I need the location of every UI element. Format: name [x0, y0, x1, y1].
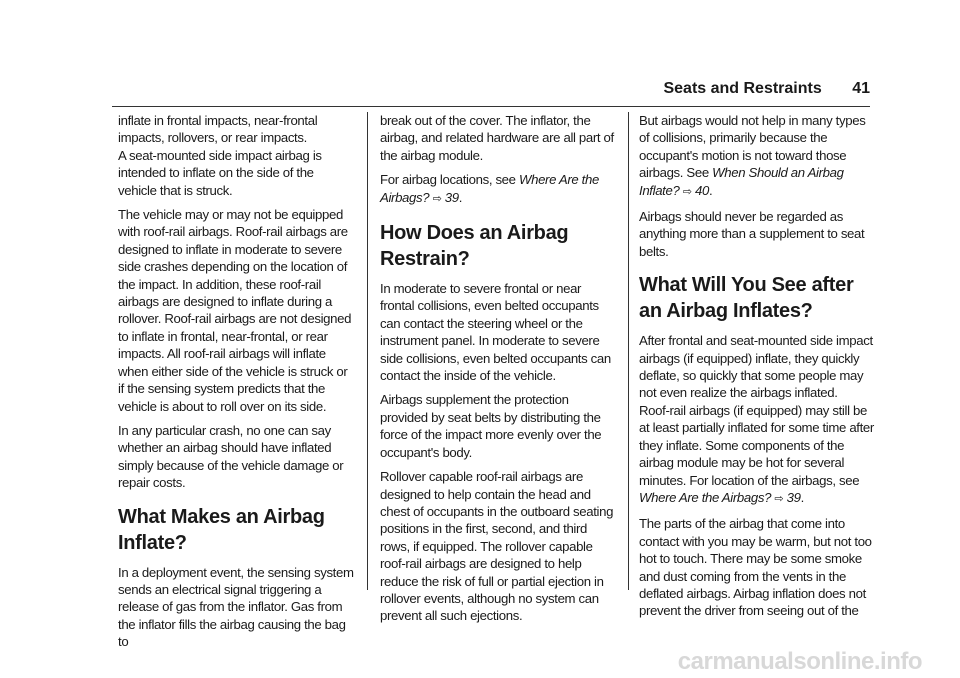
column-divider: [367, 112, 368, 590]
page-footer: [0, 648, 960, 678]
page-ref-number[interactable]: 40: [695, 182, 709, 198]
section-title: Seats and Restraints: [663, 80, 822, 97]
cross-reference-link[interactable]: Where Are the Airbags?: [380, 172, 599, 205]
paragraph: The parts of the airbag that come into contact with you may be warm, but not too hot to touch. There may be some smoke and dust coming from the vents in the deflated airbags. Airbag inflation does not prevent the driver from seeing out of the: [639, 516, 872, 619]
text: .: [708, 182, 713, 198]
column-2: [380, 112, 616, 632]
page-ref-arrow-icon: ⇨: [432, 192, 442, 205]
header-rule: [112, 106, 870, 107]
column-1: [118, 112, 354, 658]
paragraph: [639, 402, 875, 508]
paragraph: In moderate to severe frontal or near frontal collisions, even belted occupants can contact the steering wheel or the instrument panel. In moderate to severe side collisions, even belted occupants can contact the inside of the vehicle.: [380, 281, 611, 384]
cross-reference-link[interactable]: Where Are the Airbags?: [639, 489, 772, 505]
paragraph: Rollover capable roof-rail airbags are designed to help contain the head and chest of occupants in the outboard seating positions in the first, second, and third rows, if equipped. The rollover capable roof-rail airbags are designed to help reduce the risk of full or partial ejection in rollover events, although no system can prevent all such ejections.: [380, 469, 614, 624]
text: For airbag locations, see: [380, 172, 519, 188]
page-ref-arrow-icon: ⇨: [774, 492, 784, 505]
paragraph: In a deployment event, the sensing system sends an electrical signal triggering a release of gas from the inflator. Gas from the inflator fills the airbag causing the bag to: [118, 564, 354, 650]
page-number: 41: [852, 80, 870, 97]
paragraph: The vehicle may or may not be equipped with roof-rail airbags. Roof-rail airbags are designed to inflate in moderate to severe side crashes depending on the location of the impact. In addition, these roof-rail airbags are designed to inflate during a rollover. Roof-rail airbags are not designed to inflate in frontal, near-frontal, or rear impacts. All roof-rail airbags will inflate when either side of the vehicle is struck or if the sensing system predicts that the vehicle is about to roll over on its side.: [118, 207, 352, 414]
text: Roof-rail airbags (if equipped) may still be at least partially inflated for some time after they inflate. Some components of the airbag module may be hot for several minutes. For location of the airbags, see: [639, 402, 874, 488]
page-ref-number[interactable]: 39: [444, 189, 459, 205]
page-header: [0, 80, 870, 98]
page-ref-number[interactable]: 39: [786, 489, 801, 505]
paragraph: In any particular crash, no one can say whether an airbag should have inflated simply because of the vehicle damage or repair costs.: [118, 422, 344, 491]
column-divider: [628, 112, 629, 590]
section-heading: What Makes an Airbag Inflate?: [118, 505, 325, 554]
page-ref-arrow-icon: ⇨: [682, 185, 692, 198]
paragraph: break out of the cover. The inflator, the airbag, and related hardware are all part of the airbag module.: [380, 113, 614, 163]
text: .: [458, 189, 463, 205]
paragraph: [380, 171, 616, 208]
paragraph: Airbags supplement the protection provided by seat belts by distributing the force of the impact more evenly over the occupant's body.: [380, 392, 602, 460]
watermark: carmanualsonline.info: [677, 648, 922, 675]
paragraph: inflate in frontal impacts, near-frontal impacts, rollovers, or rear impacts.: [118, 113, 318, 146]
text: .: [800, 489, 804, 505]
text: But airbags would not help in many types of collisions, primarily because the occupant's motion is not toward those airbags. See: [639, 113, 866, 181]
paragraph: A seat-mounted side impact airbag is intended to inflate on the side of the vehicle that is struck.: [118, 147, 322, 198]
column-3: [639, 112, 875, 627]
cross-reference-link[interactable]: When Should an Airbag Inflate?: [639, 165, 844, 198]
section-heading: What Will You See after an Airbag Inflates?: [639, 274, 854, 323]
section-heading: How Does an Airbag Restrain?: [380, 222, 569, 271]
paragraph: After frontal and seat-mounted side impact airbags (if equipped) inflate, they quickly deflate, so quickly that some people may not even realize the airbags inflated.: [639, 333, 873, 401]
paragraph: [639, 112, 875, 201]
paragraph: Airbags should never be regarded as anything more than a supplement to seat belts.: [639, 209, 865, 259]
